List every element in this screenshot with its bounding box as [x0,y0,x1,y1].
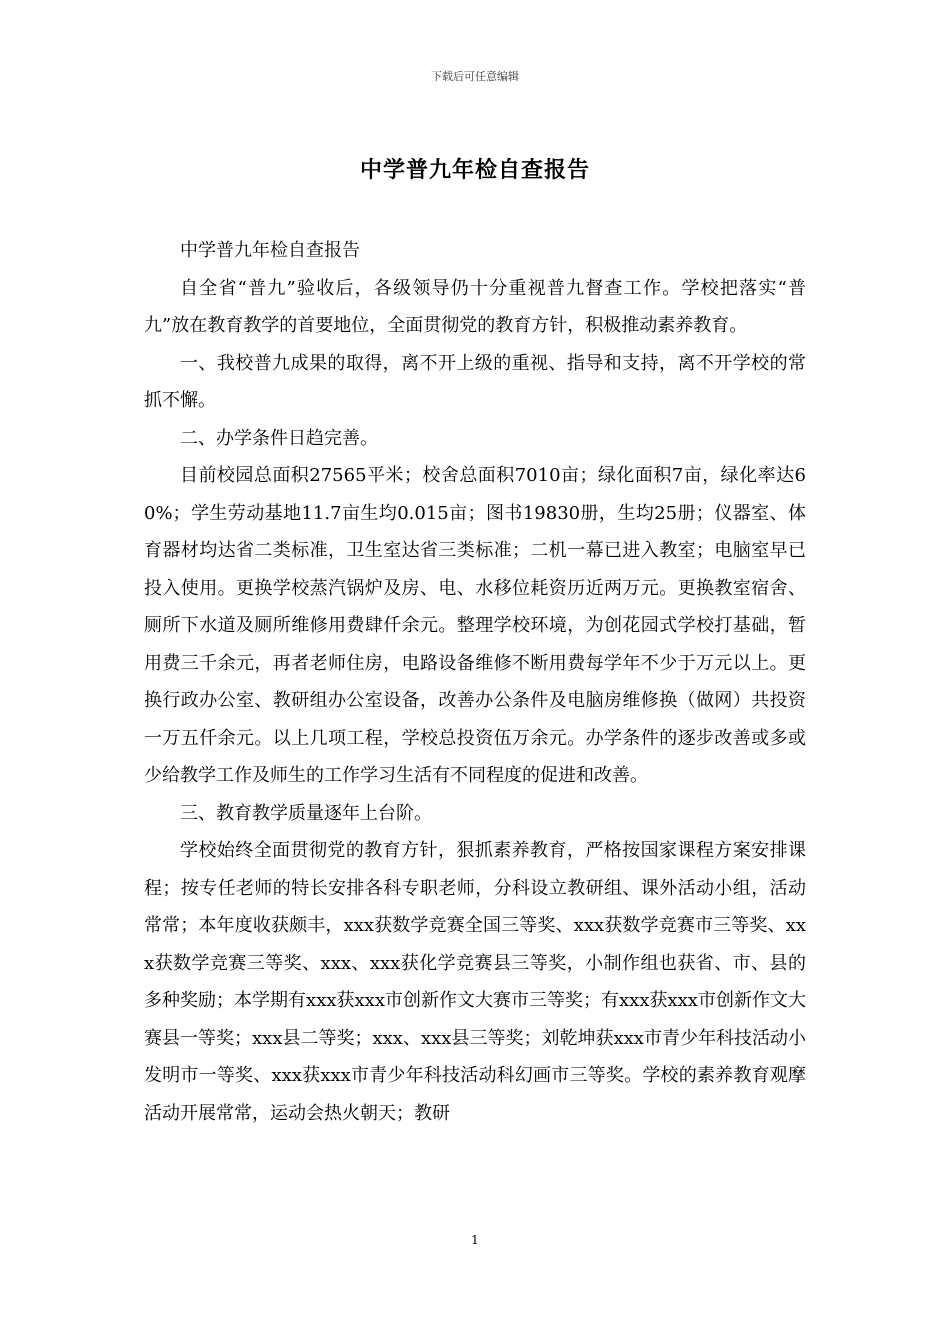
paragraph-conditions: 目前校园总面积27565平米；校舍总面积7010亩；绿化面积7亩，绿化率达60%；学生劳动基地11.7亩生均0.015亩；图书19830册，生均25册；仪器室、体育器材均达省二类标准，卫生室达省三类标准；二机一幕已进入教室；电脑室早已投入使用。更换学校蒸汽锅炉及房、电、水移位耗资历近两万元。更换教室宿舍、厕所下水道及厕所维修用费肆仟余元。整理学校环境，为创花园式学校打基础，暂用费三千余元，再者老师住房，电路设备维修不断用费每学年不少于万元以上。更换行政办公室、教研组办公室设备，改善办公条件及电脑房维修换（做网）共投资一万五仟余元。以上几项工程，学校总投资伍万余元。办学条件的逐步改善或多或少给教学工作及师生的工作学习生活有不同程度的促进和改善。 [144,465,806,786]
paragraph-section-3-heading: 三、教育教学质量逐年上台阶。 [180,802,432,824]
page-number: 1 [471,1233,479,1247]
paragraph-intro: 自全省“普九”验收后，各级领导仍十分重视普九督查工作。学校把落实“普九”放在教育教学的首要地位，全面贯彻党的教育方针，积极推动素养教育。 [144,277,806,336]
document-body [144,232,806,1132]
paragraph-subtitle: 中学普九年检自查报告 [180,240,360,261]
page-header-note: 下载后可任意编辑 [431,70,519,83]
paragraph-section-2-heading: 二、办学条件日趋完善。 [180,427,378,449]
paragraph-teaching-quality: 学校始终全面贯彻党的教育方针，狠抓素养教育，严格按国家课程方案安排课程；按专任老师的特长安排各科专职老师，分科设立教研组、课外活动小组，活动常常；本年度收获颇丰，xxx获数学竞赛全国三等奖、xxx获数学竞赛市三等奖、xxx获数学竞赛三等奖、xxx、xxx获化学竞赛县三等奖，小制作组也获省、市、县的多种奖励；本学期有xxx获xxx市创新作文大赛市三等奖；有xxx获xxx市创新作文大赛县一等奖；xxx县二等奖；xxx、xxx县三等奖；刘乾坤获xxx市青少年科技活动小发明市一等奖、xxx获xxx市青少年科技活动科幻画市三等奖。学校的素养教育观摩活动开展常常，运动会热火朝天；教研 [144,840,806,1124]
document-title: 中学普九年检自查报告 [359,158,590,183]
paragraph-section-1: 一、我校普九成果的取得，离不开上级的重视、指导和支持，离不开学校的常抓不懈。 [144,352,806,411]
